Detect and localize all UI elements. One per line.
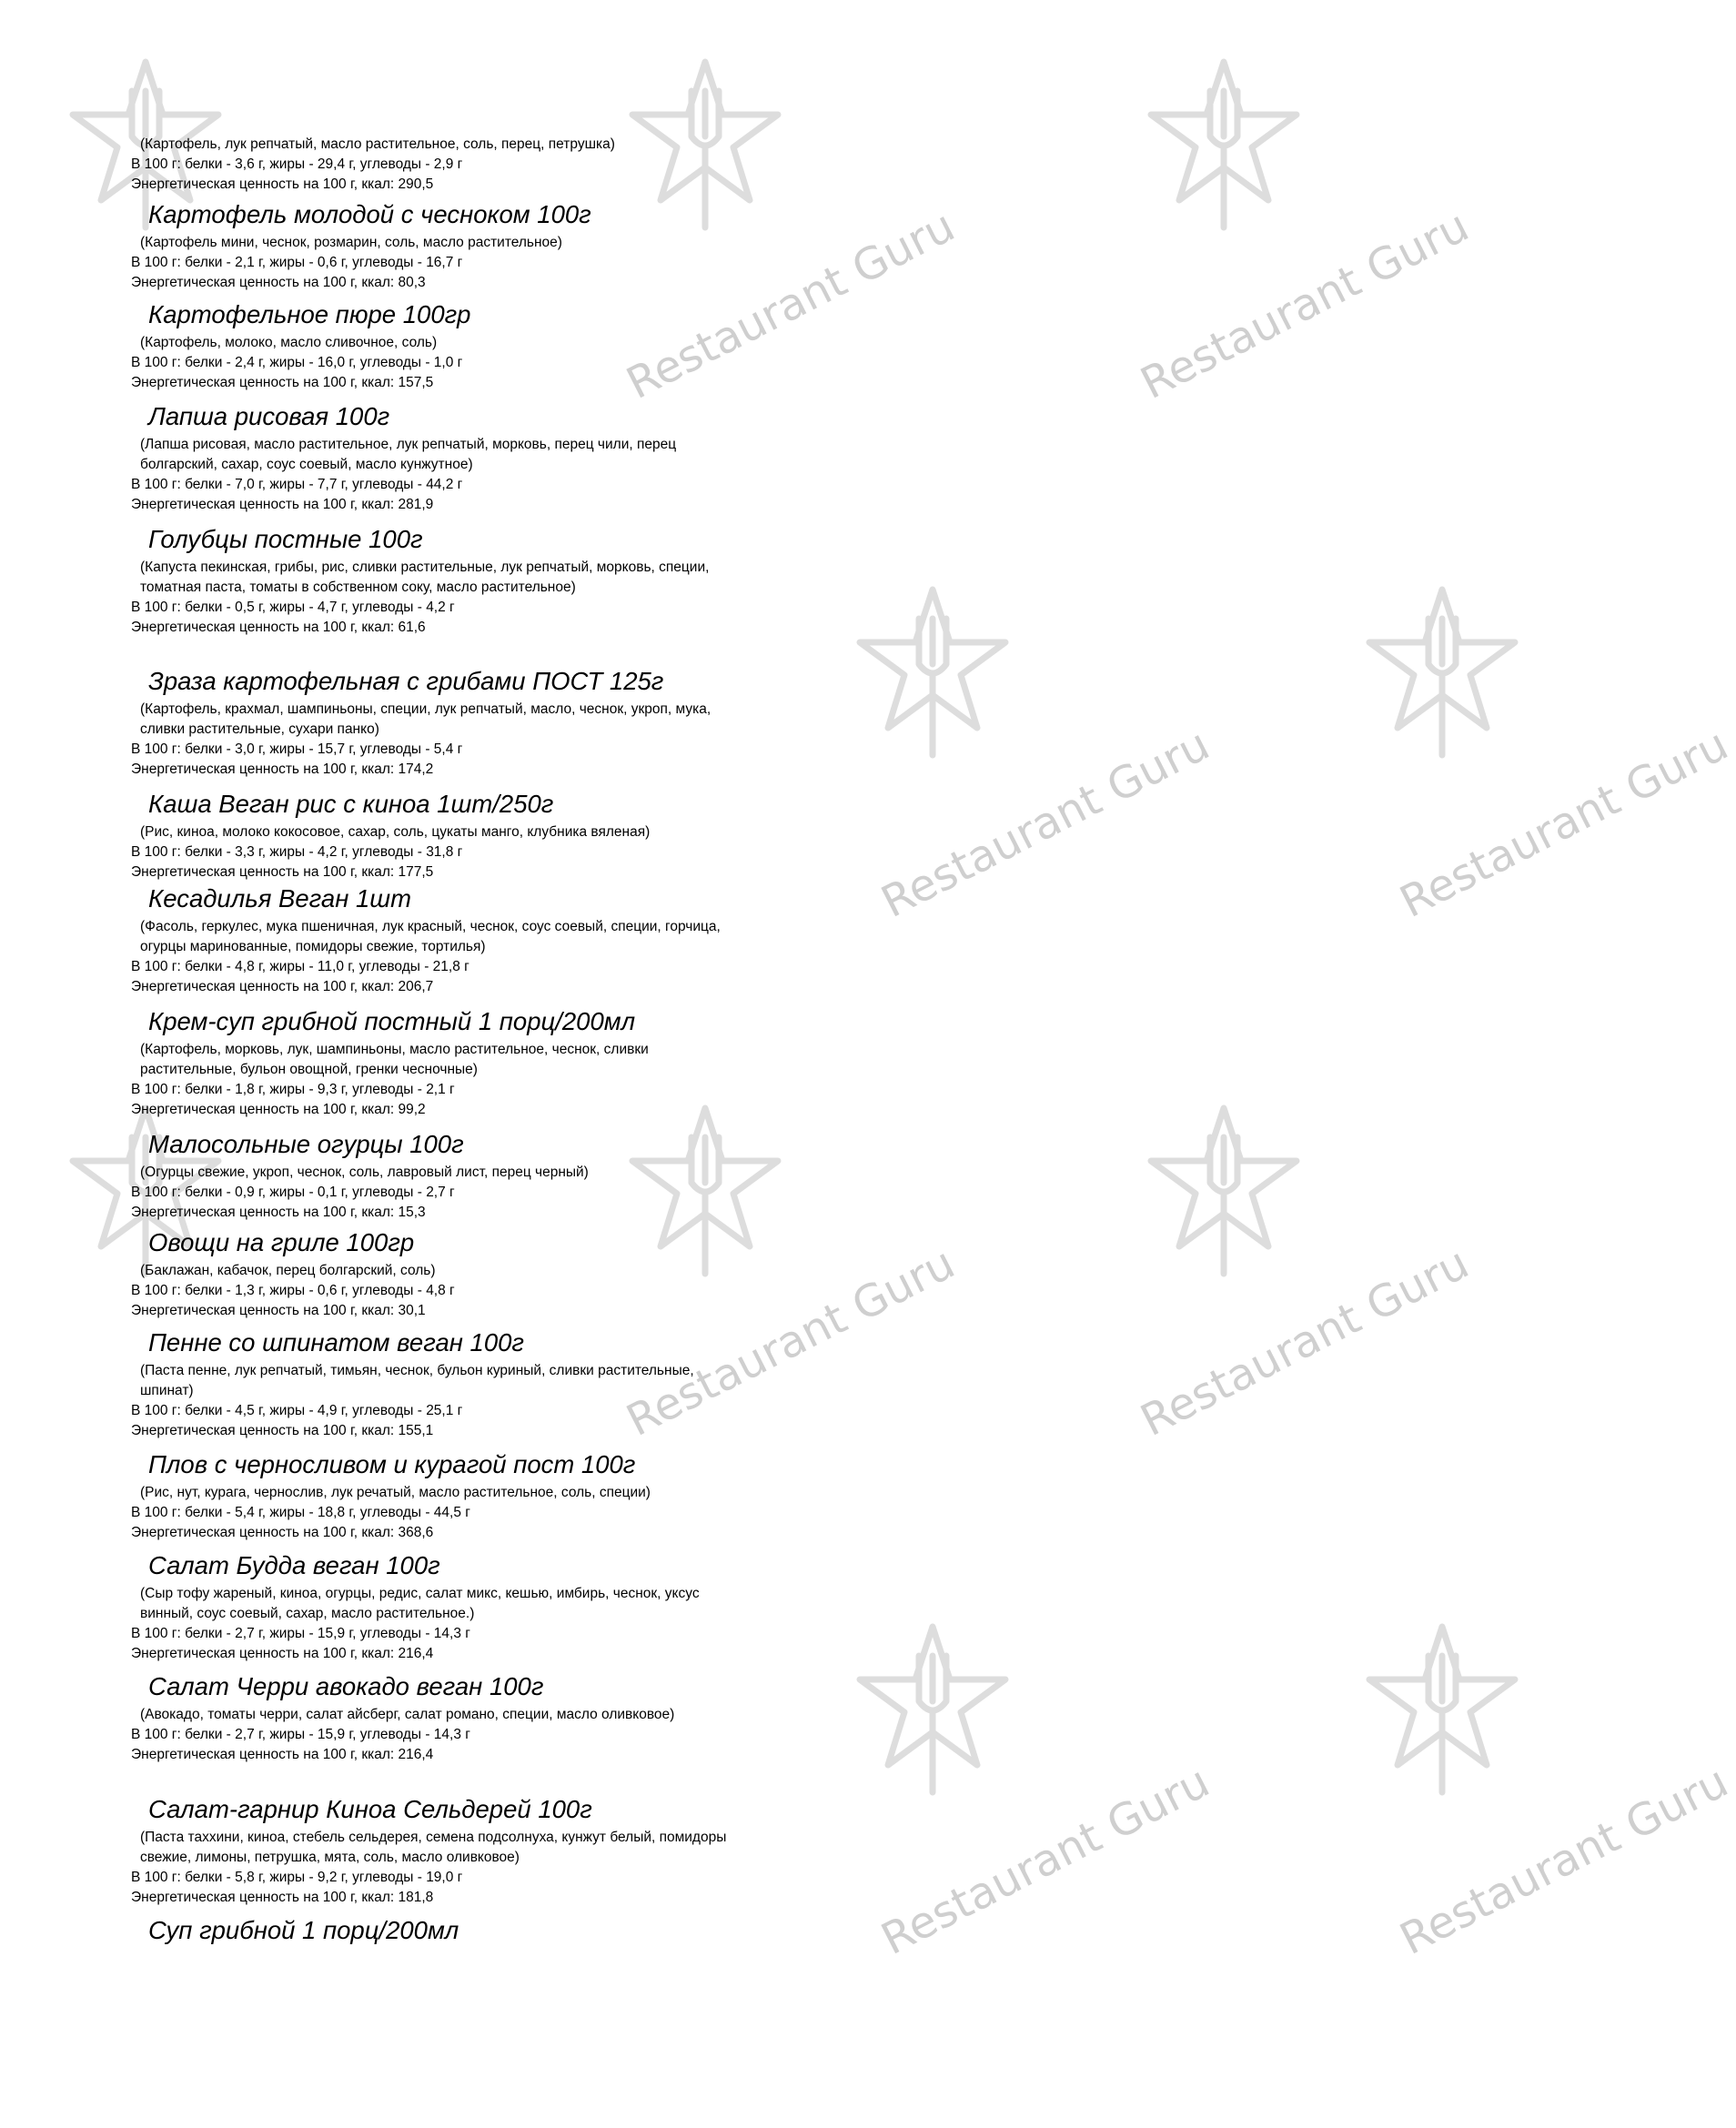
menu-item-title: Суп грибной 1 порц/200мл [148,1916,459,1944]
menu-item-nutrition: В 100 г: белки - 2,1 г, жиры - 0,6 г, углеводы - 16,7 г [131,255,463,270]
menu-item-kcal: Энергетическая ценность на 100 г, ккал: 61,6 [131,620,426,635]
menu-item [131,1007,823,1120]
menu-item-kcal: Энергетическая ценность на 100 г, ккал: 155,1 [131,1423,434,1438]
menu-item-nutrition: В 100 г: белки - 1,8 г, жиры - 9,3 г, углеводы - 2,1 г [131,1082,455,1097]
menu-item-ingredients: (Авокадо, томаты черри, салат айсберг, салат романо, специи, масло оливковое) [140,1707,675,1722]
menu-item-nutrition: В 100 г: белки - 3,3 г, жиры - 4,2 г, углеводы - 31,8 г [131,844,463,860]
menu-item-kcal: Энергетическая ценность на 100 г, ккал: 174,2 [131,761,434,777]
menu-item-kcal: Энергетическая ценность на 100 г, ккал: 30,1 [131,1303,426,1318]
menu-item [131,1328,823,1441]
menu-item [131,200,823,293]
menu-item [131,1551,823,1664]
watermark-text: Restaurant Guru [1392,1756,1736,1965]
menu-item-ingredients: (Паста таххини, киноа, стебель сельдерея, семена подсолнуха, кунжут белый, помидоры свежие, лимоны, петрушка, мята, соль, масло оливковое) [140,1830,727,1865]
menu-item-ingredients: (Картофель мини, чеснок, розмарин, соль, масло растительное) [140,235,562,250]
menu-item-ingredients: (Огурцы свежие, укроп, чеснок, соль, лавровый лист, перец черный) [140,1165,589,1180]
menu-item-title: Плов с черносливом и курагой пост 100г [148,1450,636,1478]
menu-item-title: Картофельное пюре 100гр [148,300,471,328]
menu-item-kcal: Энергетическая ценность на 100 г, ккал: 99,2 [131,1102,426,1117]
menu-item-nutrition: В 100 г: белки - 0,5 г, жиры - 4,7 г, углеводы - 4,2 г [131,600,455,615]
menu-item-kcal: Энергетическая ценность на 100 г, ккал: 177,5 [131,864,434,880]
menu-item [131,300,823,393]
menu-item-kcal: Энергетическая ценность на 100 г, ккал: 368,6 [131,1525,434,1540]
menu-item-title: Овощи на гриле 100гр [148,1228,415,1256]
menu-item [131,135,823,195]
menu-item-title: Кесадилья Веган 1шт [148,884,412,913]
menu-item-title: Картофель молодой с чесноком 100г [148,200,591,228]
watermark-text: Restaurant Guru [1133,200,1478,409]
menu-item-title: Каша Веган рис с киноа 1шт/250г [148,790,554,818]
menu-item-nutrition: В 100 г: белки - 5,8 г, жиры - 9,2 г, углеводы - 19,0 г [131,1870,463,1885]
menu-item [131,1130,823,1223]
menu-item [131,884,823,997]
menu-item-kcal: Энергетическая ценность на 100 г, ккал: 181,8 [131,1890,434,1905]
watermark-text: Restaurant Guru [873,1756,1218,1965]
menu-item [131,1795,823,1908]
menu-item-kcal: Энергетическая ценность на 100 г, ккал: 15,3 [131,1205,426,1220]
menu-item-ingredients: (Картофель, крахмал, шампиньоны, специи, лук репчатый, масло, чеснок, укроп, мука, сливки растительные, сухари панко) [140,701,712,737]
menu-item-kcal: Энергетическая ценность на 100 г, ккал: 80,3 [131,275,426,290]
menu-item-ingredients: (Сыр тофу жареный, киноа, огурцы, редис, салат микс, кешью, имбирь, чеснок, уксус винный, соус соевый, сахар, масло растительное.) [140,1586,700,1621]
menu-item-kcal: Энергетическая ценность на 100 г, ккал: 281,9 [131,497,434,512]
menu-item-title: Салат Черри авокадо веган 100г [148,1672,544,1700]
menu-item-nutrition: В 100 г: белки - 2,7 г, жиры - 15,9 г, углеводы - 14,3 г [131,1626,470,1641]
watermark-text: Restaurant Guru [619,200,964,409]
menu-item [131,667,823,780]
menu-item-kcal: Энергетическая ценность на 100 г, ккал: 290,5 [131,176,434,192]
menu-item-title: Салат Будда веган 100г [148,1551,440,1579]
menu-item [131,1450,823,1543]
menu-item-ingredients: (Рис, киноа, молоко кокосовое, сахар, соль, цукаты манго, клубника вяленая) [140,824,651,840]
menu-item-kcal: Энергетическая ценность на 100 г, ккал: 216,4 [131,1646,434,1661]
menu-item-kcal: Энергетическая ценность на 100 г, ккал: 157,5 [131,375,434,390]
menu-item-title: Малосольные огурцы 100г [148,1130,464,1158]
menu-item [131,1228,823,1321]
menu-item-title: Салат-гарнир Киноа Сельдерей 100г [148,1795,592,1823]
menu-item [131,1916,823,1949]
watermark-text: Restaurant Guru [619,1237,964,1447]
menu-item-kcal: Энергетическая ценность на 100 г, ккал: 216,4 [131,1747,434,1762]
menu-item-nutrition: В 100 г: белки - 2,4 г, жиры - 16,0 г, углеводы - 1,0 г [131,355,463,370]
menu-item-nutrition: В 100 г: белки - 7,0 г, жиры - 7,7 г, углеводы - 44,2 г [131,477,463,492]
menu-item-nutrition: В 100 г: белки - 0,9 г, жиры - 0,1 г, углеводы - 2,7 г [131,1185,455,1200]
menu-item-title: Лапша рисовая 100г [148,402,390,430]
menu-item-ingredients: (Фасоль, геркулес, мука пшеничная, лук красный, чеснок, соус соевый, специи, горчица, огурцы маринованные, помидоры свежие, тортилья) [140,919,721,954]
menu-item [131,1672,823,1765]
menu-item [131,525,823,638]
menu-item-ingredients: (Картофель, лук репчатый, масло растительное, соль, перец, петрушка) [140,136,615,152]
menu-item-nutrition: В 100 г: белки - 4,8 г, жиры - 11,0 г, углеводы - 21,8 г [131,959,469,974]
menu-item-nutrition: В 100 г: белки - 4,5 г, жиры - 4,9 г, углеводы - 25,1 г [131,1403,463,1418]
menu-item-nutrition: В 100 г: белки - 3,6 г, жиры - 29,4 г, углеводы - 2,9 г [131,156,463,172]
menu-item-title: Зраза картофельная с грибами ПОСТ 125г [148,667,664,695]
menu-item-ingredients: (Картофель, морковь, лук, шампиньоны, масло растительное, чеснок, сливки растительные, бульон овощной, гренки чесночные) [140,1042,649,1077]
menu-item-ingredients: (Капуста пекинская, грибы, рис, сливки растительные, лук репчатый, морковь, специи, томатная паста, томаты в собственном соку, масло растительное) [140,560,710,595]
menu-item-nutrition: В 100 г: белки - 2,7 г, жиры - 15,9 г, углеводы - 14,3 г [131,1727,470,1742]
menu-item-ingredients: (Картофель, молоко, масло сливочное, соль) [140,335,438,350]
menu-item [131,790,823,882]
menu-item-nutrition: В 100 г: белки - 3,0 г, жиры - 15,7 г, углеводы - 5,4 г [131,741,463,757]
menu-item-kcal: Энергетическая ценность на 100 г, ккал: 206,7 [131,979,434,994]
menu-item-ingredients: (Лапша рисовая, масло растительное, лук репчатый, морковь, перец чили, перец болгарский, сахар, соус соевый, масло кунжутное) [140,437,677,472]
watermark-text: Restaurant Guru [1133,1237,1478,1447]
watermark-text: Restaurant Guru [873,719,1218,928]
menu-item-title: Крем-суп грибной постный 1 порц/200мл [148,1007,636,1035]
menu-item-ingredients: (Рис, нут, курага, чернослив, лук речатый, масло растительное, соль, специи) [140,1485,651,1500]
menu-item-ingredients: (Паста пенне, лук репчатый, тимьян, чеснок, бульон куриный, сливки растительные, шпинат) [140,1363,694,1398]
menu-item [131,402,823,515]
menu-item-ingredients: (Баклажан, кабачок, перец болгарский, соль) [140,1263,436,1278]
menu-item-title: Пенне со шпинатом веган 100г [148,1328,524,1356]
menu-item-nutrition: В 100 г: белки - 5,4 г, жиры - 18,8 г, углеводы - 44,5 г [131,1505,470,1520]
menu-item-nutrition: В 100 г: белки - 1,3 г, жиры - 0,6 г, углеводы - 4,8 г [131,1283,455,1298]
menu-item-title: Голубцы постные 100г [148,525,423,553]
watermark-text: Restaurant Guru [1392,719,1736,928]
